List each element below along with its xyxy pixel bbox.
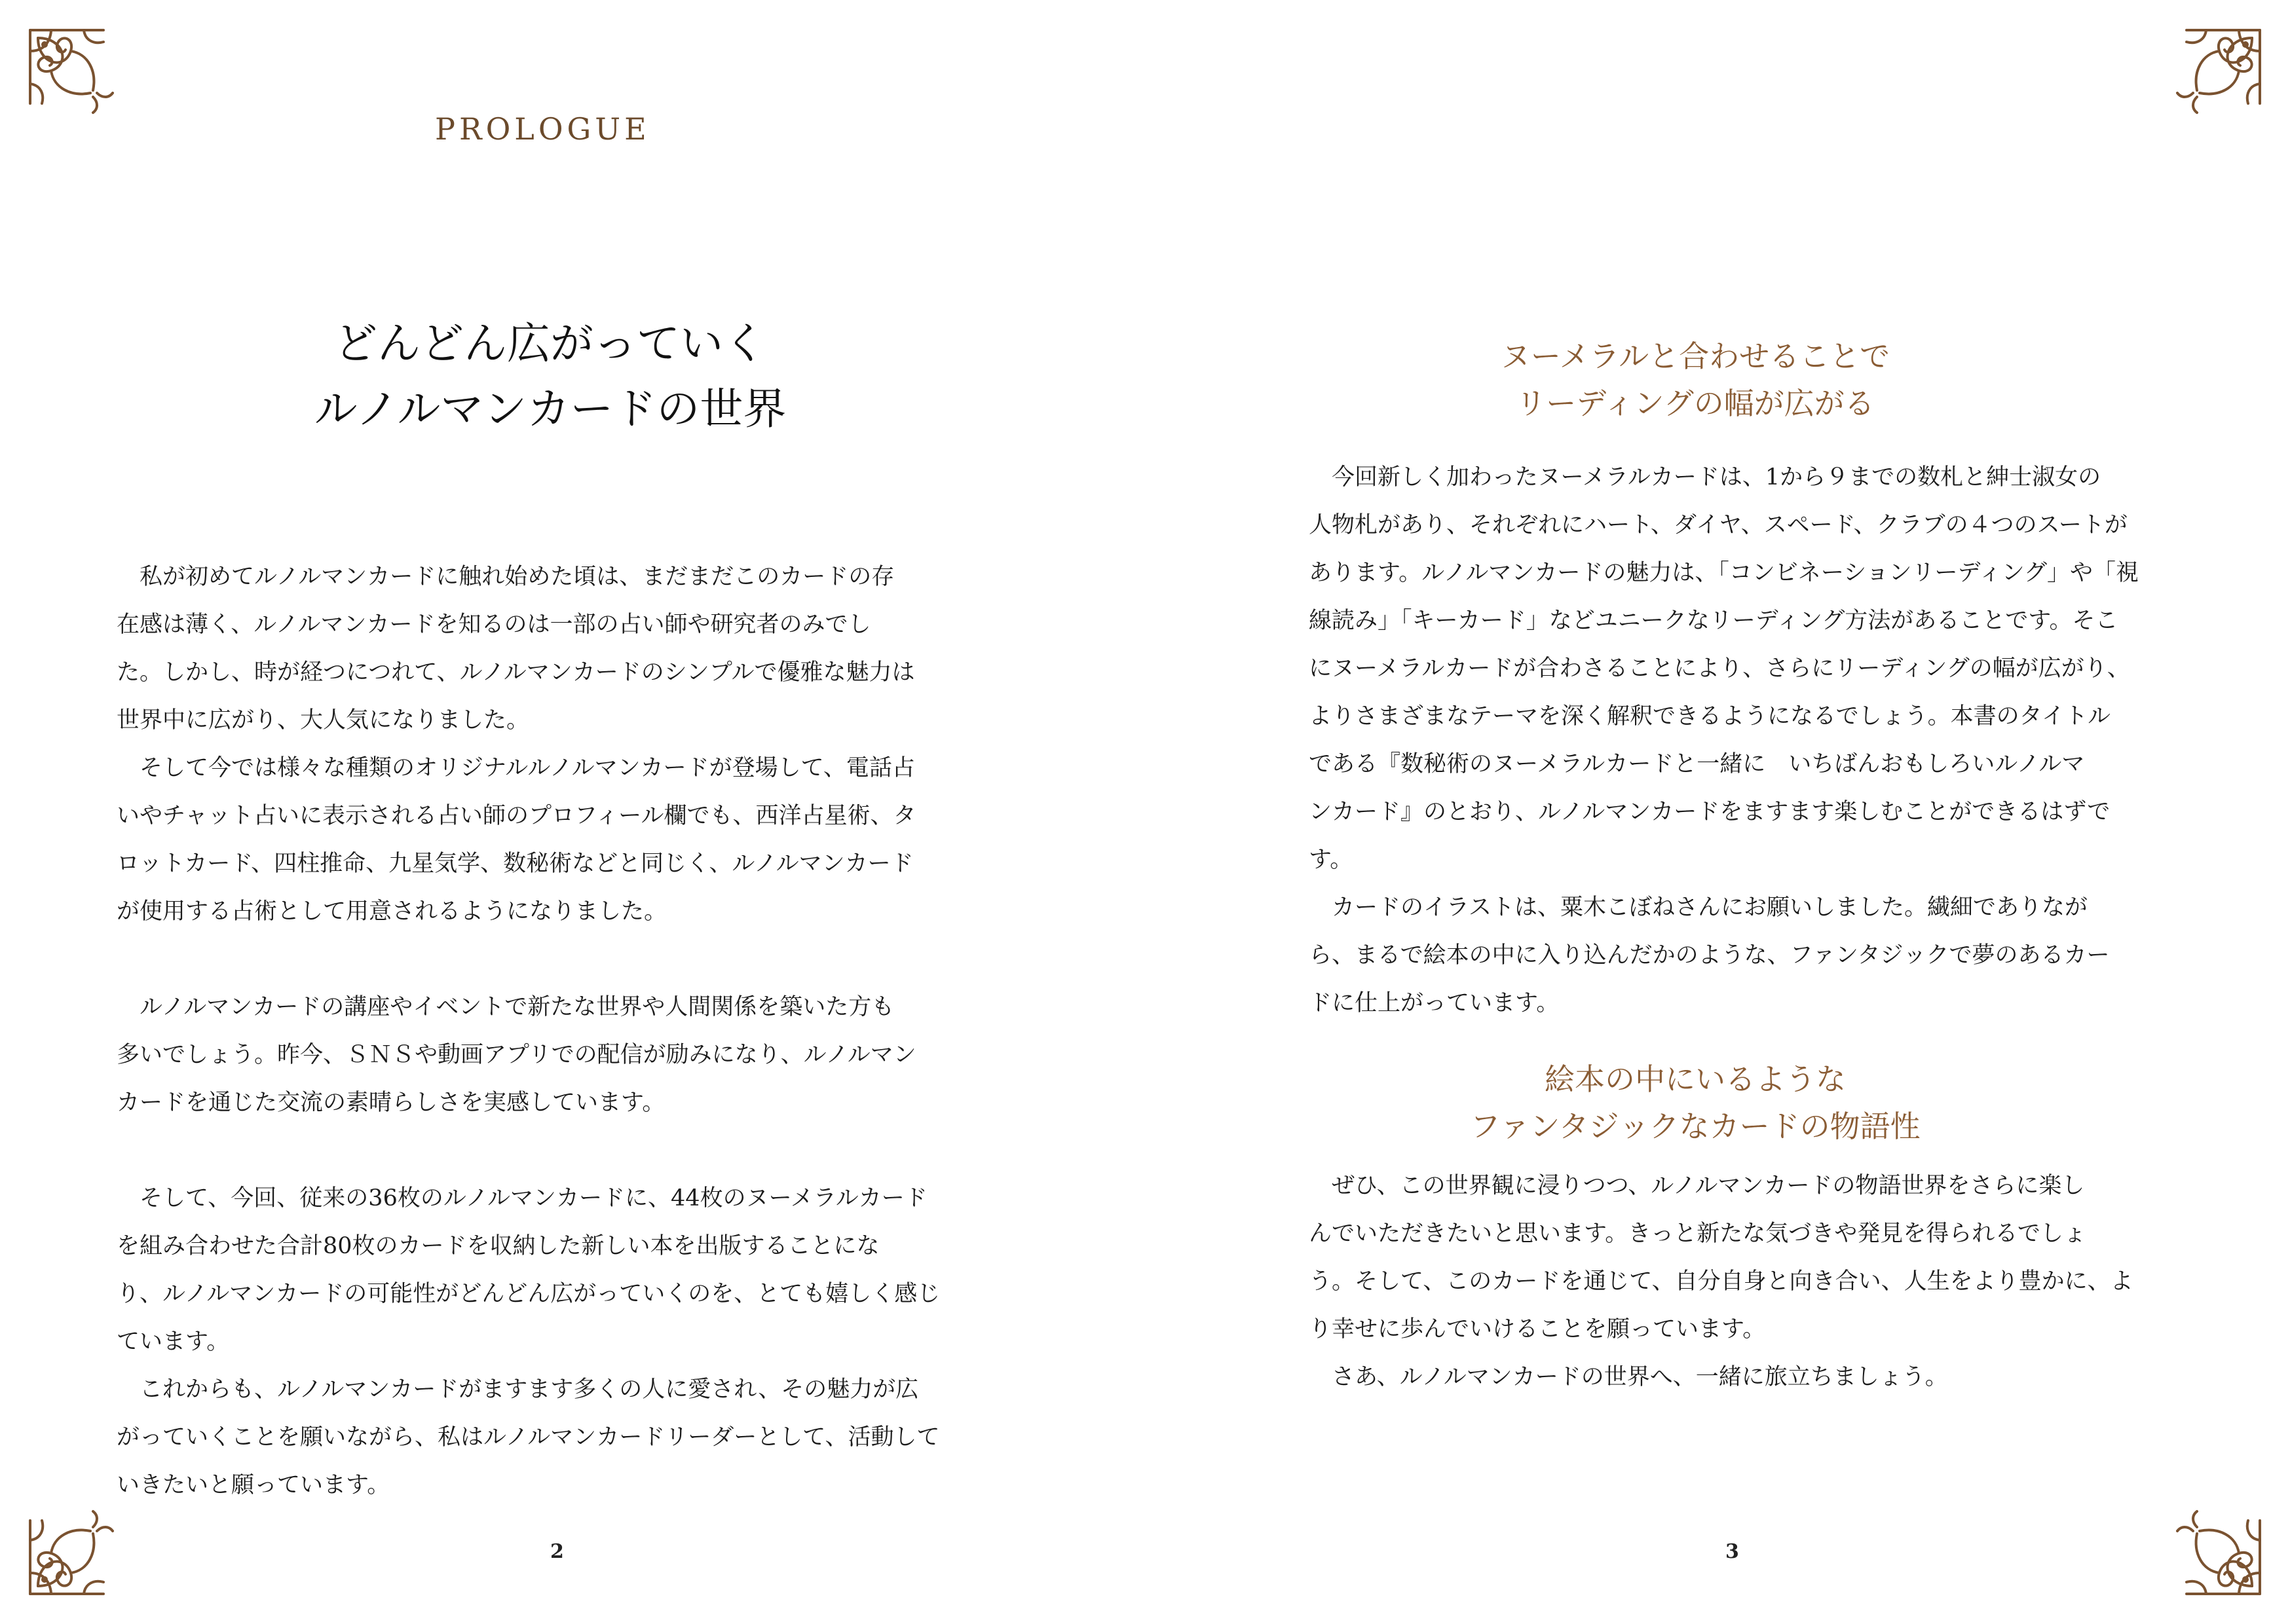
- text-line: んでいただきたいと思います。きっと新たな気づきや発見を得られるでしょ: [1309, 1221, 2086, 1247]
- text-line: である『数秘術のヌーメラルカードと一緒に いちばんおもしろいルノルマ: [1309, 751, 2085, 777]
- text-line: ンカード』のとおり、ルノルマンカードをますます楽しむことができるはずで: [1309, 799, 2111, 825]
- text-line: そして今では様々な種類のオリジナルルノルマンカードが登場して、電話占: [117, 755, 915, 781]
- text-line: う。そして、このカードを通じて、自分自身と向き合い、人生をより豊かに、よ: [1309, 1268, 2133, 1295]
- text-line: これからも、ルノルマンカードがますます多くの人に愛され、その魅力が広: [117, 1376, 919, 1403]
- subheading: [1145, 1056, 2245, 1150]
- text-line: よりさまざまなテーマを深く解釈できるようになるでしょう。本書のタイトル: [1309, 703, 2111, 729]
- page-number: 2: [550, 1540, 564, 1563]
- title-line: ルノルマンカードの世界: [314, 384, 787, 434]
- right-page: [1145, 0, 2290, 1624]
- text-line: いやチャット占いに表示される占い師のプロフィール欄でも、西洋占星術、タ: [117, 803, 916, 829]
- text-line: カードのイラストは、粟木こぼねさんにお願いしました。繊細でありなが: [1309, 895, 2088, 921]
- page-number: 3: [1725, 1540, 1739, 1563]
- text-line: 在感は薄く、ルノルマンカードを知るのは一部の占い師や研究者のみでし: [117, 612, 871, 638]
- text-line: がっていくことを願いながら、私はルノルマンカードリーダーとして、活動して: [117, 1424, 940, 1450]
- corner-ornament-icon: [2167, 25, 2265, 123]
- text-line: ら、まるで絵本の中に入り込んだかのような、ファンタジックで夢のあるカー: [1309, 942, 2110, 969]
- text-line: 私が初めてルノルマンカードに触れ始めた頃は、まだまだこのカードの存: [117, 564, 895, 590]
- text-line: さあ、ルノルマンカードの世界へ、一緒に旅立ちましょう。: [1309, 1364, 1948, 1390]
- corner-ornament-icon: [2167, 1501, 2265, 1599]
- text-line: いきたいと願っています。: [117, 1472, 390, 1498]
- subheading-line: リーディングの幅が広がる: [1516, 386, 1875, 421]
- text-line: 多いでしょう。昨今、ＳＮＳや動画アプリでの配信が励みになり、ルノルマン: [117, 1042, 916, 1068]
- corner-ornament-icon: [25, 25, 123, 123]
- text-line: ドに仕上がっています。: [1309, 990, 1560, 1016]
- page-title: [0, 311, 1100, 442]
- text-line: 世界中に広がり、大人気になりました。: [117, 707, 530, 733]
- paragraph-gap: [117, 1127, 940, 1175]
- text-line: ぜひ、この世界観に浸りつつ、ルノルマンカードの物語世界をさらに楽し: [1309, 1173, 2085, 1199]
- text-line: ルノルマンカードの講座やイベントで新たな世界や人間関係を築いた方も: [117, 994, 895, 1020]
- text-line: そして、今回、従来の36枚のルノルマンカードに、44枚のヌーメラルカード: [117, 1185, 928, 1211]
- text-line: り幸せに歩んでいけることを願っています。: [1309, 1316, 1766, 1342]
- text-line: が使用する占術として用意されるようになりました。: [117, 898, 667, 925]
- subheading-line: 絵本の中にいるような: [1545, 1061, 1846, 1097]
- text-line: 線読み」「キーカード」などユニークなリーディング方法があることです。そこ: [1309, 608, 2118, 634]
- title-line: どんどん広がっていく: [334, 318, 766, 369]
- body-text: [1309, 1162, 2133, 1401]
- text-line: ています。: [117, 1329, 230, 1355]
- text-line: り、ルノルマンカードの可能性がどんどん広がっていくのを、とても嬉しく感じ: [117, 1281, 941, 1307]
- section-label: PROLOGUE: [435, 111, 650, 147]
- body-text: [1309, 454, 2139, 1027]
- text-line: 今回新しく加わったヌーメラルカードは、1から９までの数札と紳士淑女の: [1309, 464, 2101, 490]
- text-line: た。しかし、時が経つにつれて、ルノルマンカードのシンプルで優雅な魅力は: [117, 659, 915, 686]
- text-line: にヌーメラルカードが合わさることにより、さらにリーディングの幅が広がり、: [1309, 655, 2130, 682]
- text-line: 人物札があり、それぞれにハート、ダイヤ、スペード、クラブの４つのスートが: [1309, 512, 2128, 538]
- text-line: す。: [1309, 847, 1353, 873]
- text-line: あります。ルノルマンカードの魅力は、「コンビネーションリーディング」や「視: [1309, 560, 2139, 586]
- paragraph-gap: [117, 936, 940, 984]
- body-text: [117, 553, 940, 1509]
- text-line: を組み合わせた合計80枚のカードを収納した新しい本を出版することにな: [117, 1233, 880, 1259]
- corner-ornament-icon: [25, 1501, 123, 1599]
- text-line: カードを通じた交流の素晴らしさを実感しています。: [117, 1090, 666, 1116]
- subheading-line: ヌーメラルと合わせることで: [1500, 339, 1890, 374]
- subheading: [1145, 333, 2245, 427]
- subheading-line: ファンタジックなカードの物語性: [1470, 1109, 1921, 1144]
- text-line: ロットカード、四柱推命、九星気学、数秘術などと同じく、ルノルマンカード: [117, 851, 914, 877]
